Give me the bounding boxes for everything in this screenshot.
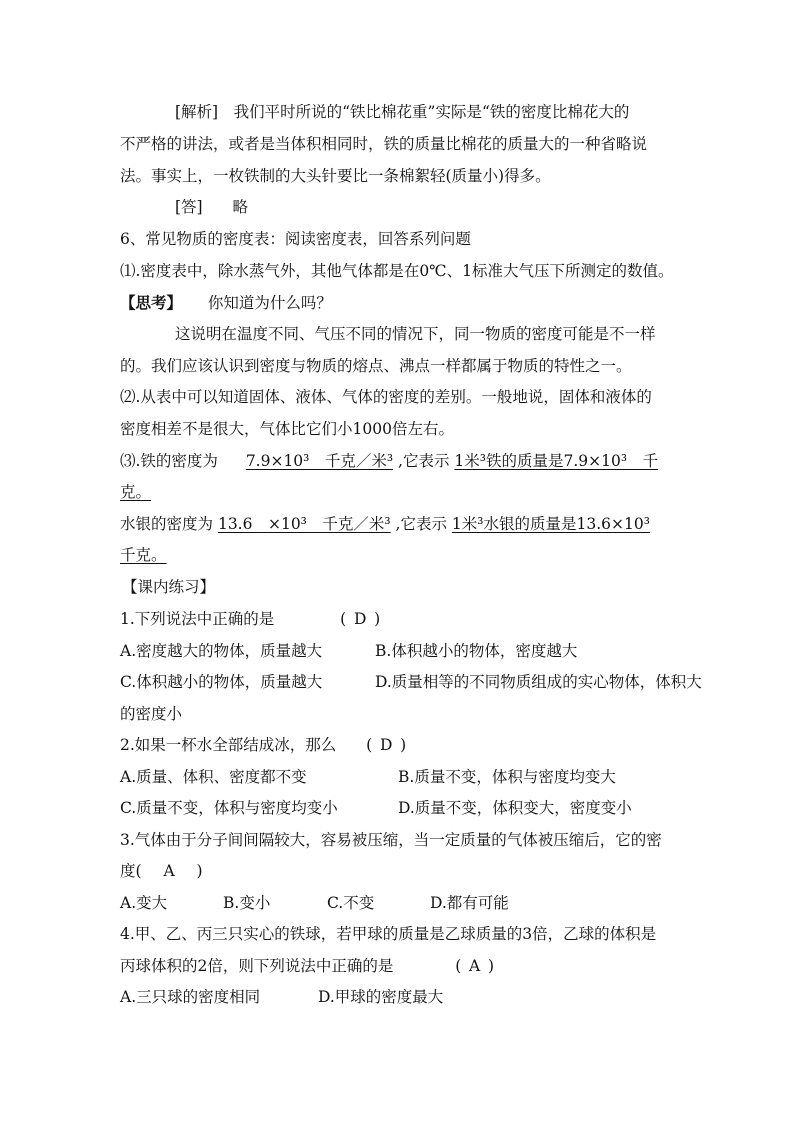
explain-line-2: 的。我们应该认识到密度与物质的熔点、沸点一样都属于物质的特性之一。: [120, 357, 632, 375]
q2-option-b: B.质量不变，体积与密度均变大: [398, 768, 616, 786]
q3-stem-line-2: [120, 861, 203, 881]
q3-stem-end: 度(: [120, 862, 142, 880]
iron-density-value: 7.9×10³ 千克／米³: [245, 452, 394, 470]
q3-option-b: B.变小: [223, 894, 271, 912]
iron-density-line: [120, 451, 658, 471]
q4-stem-end: 丙球体积的2倍，则下列说法中正确的是: [120, 957, 394, 975]
q2-stem-line: [120, 735, 406, 755]
q4-stem-line-2: [120, 956, 494, 976]
q1-answer: ( D ): [340, 610, 381, 628]
q3-option-a: A.变大: [120, 894, 168, 912]
iron-density-mid: ,它表示: [398, 452, 450, 470]
explain-line-1: 这说明在温度不同、气压不同的情况下，同一物质的密度可能是不一样: [175, 325, 656, 343]
q3-stem-line-1: 3.气体由于分子间间隔较大，容易被压缩，当一定质量的气体被压缩后，它的密: [120, 831, 662, 849]
answer-label: [答]: [175, 198, 203, 216]
q4-stem-line-1: 4.甲、乙、丙三只实心的铁球，若甲球的质量是乙球质量的3倍，乙球的体积是: [120, 925, 657, 943]
analysis-line-2: 不严格的讲法，或者是当体积相同时，铁的质量比棉花的质量大的一种省略说: [120, 135, 648, 153]
q1-option-b: B.体积越小的物体，密度越大: [375, 642, 578, 660]
q1-option-a: A.密度越大的物体，质量越大: [120, 642, 323, 660]
q1-option-c: C.体积越小的物体，质量越大: [120, 673, 323, 691]
iron-density-unit: 克。: [120, 483, 152, 501]
section6-point-1: ⑴.密度表中，除水蒸气外，其他气体都是在0℃、1标准大气压下所测定的数值。: [120, 262, 674, 280]
analysis-line-3: 法。事实上，一枚铁制的大头针要比一条棉絮轻(质量小)得多。: [120, 167, 551, 185]
q3-option-d: D.都有可能: [430, 894, 509, 912]
section6-heading: 6、常见物质的密度表：阅读密度表，回答系列问题: [120, 230, 471, 248]
q2-option-c: C.质量不变，体积与密度均变小: [120, 799, 338, 817]
q4-option-a: A.三只球的密度相同: [120, 988, 261, 1006]
iron-density-prefix: ⑶.铁的密度为: [120, 452, 218, 470]
mercury-density-mid: ,它表示: [395, 515, 447, 533]
q3-close: ): [196, 862, 203, 880]
q2-option-a: A.质量、体积、密度都不变: [120, 768, 307, 786]
exercise-title: 【课内练习】: [122, 578, 216, 596]
q2-stem: 2.如果一杯水全部结成冰，那么: [120, 736, 337, 754]
section6-point-2a: ⑵.从表中可以知道固体、液体、气体的密度的差别。一般地说，固体和液体的: [120, 388, 652, 406]
answer-line: [175, 197, 248, 217]
answer-value: 略: [232, 198, 248, 216]
q3-answer: A: [163, 862, 175, 880]
mercury-density-unit: 千克。: [120, 546, 167, 564]
q4-answer: ( A ): [455, 957, 495, 975]
think-question: 你知道为什么吗？: [207, 294, 332, 312]
q3-option-c: C.不变: [327, 894, 375, 912]
mercury-density-prefix: 水银的密度为: [120, 515, 214, 533]
section6-point-2b: 密度相差不是很大，气体比它们小1000倍左右。: [120, 420, 454, 438]
q1-option-d-cont: 的密度小: [120, 705, 183, 723]
iron-density-cont: [120, 482, 151, 502]
q4-option-d: D.甲球的密度最大: [318, 988, 444, 1006]
q2-option-d: D.质量不变，体积变大，密度变小: [398, 799, 632, 817]
iron-density-meaning: 1米³铁的质量是7.9×10³ 千: [454, 452, 659, 470]
think-label: 【思考】: [120, 293, 183, 312]
q1-stem: 1.下列说法中正确的是: [120, 610, 275, 628]
q2-answer: ( D ): [366, 736, 407, 754]
mercury-density-value: 13.6 ×10³ 千克／米³: [217, 515, 391, 533]
q1-option-d: D.质量相等的不同物质组成的实心物体，体积大: [375, 673, 702, 691]
mercury-density-cont: [120, 545, 167, 565]
think-line: [120, 293, 332, 313]
analysis-line-1: [解析] 我们平时所说的“铁比棉花重”实际是“铁的密度比棉花大的: [175, 103, 630, 121]
mercury-density-meaning: 1米³水银的质量是13.6×10³: [451, 515, 650, 533]
q1-stem-line: [120, 609, 380, 629]
mercury-density-line: [120, 514, 650, 534]
